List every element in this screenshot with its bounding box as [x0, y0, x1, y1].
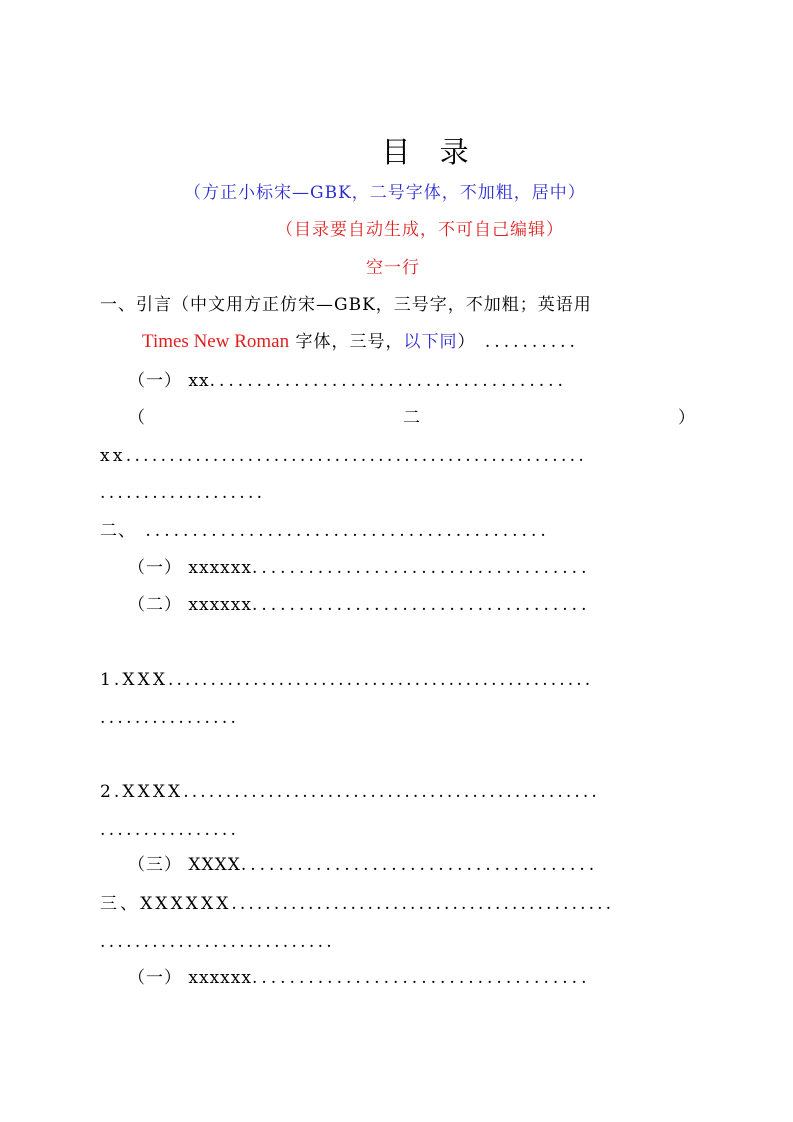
toc-entry-cont[interactable]: ................ [100, 708, 240, 728]
toc-entry[interactable]: 三、XXXXXX............................................. [100, 894, 615, 914]
toc-entry-label: （一） xxxxxx [128, 558, 252, 578]
toc-entry-intro[interactable]: 一、引言（中文用方正仿宋—GBK，三号字，不加粗；英语用 [100, 295, 592, 315]
toc-entry[interactable]: 1.XXX.................................................. [100, 670, 594, 690]
toc-entry-intro-cont[interactable] [142, 330, 579, 354]
toc-leader-dots: ...................................... [240, 855, 599, 875]
toc-entry[interactable] [128, 369, 567, 393]
toc-entry-label: （一） xxxxxx [128, 968, 252, 988]
toc-entry[interactable] [128, 853, 598, 877]
open-paren: （ [128, 408, 146, 428]
toc-leader-dots: .................................... [251, 558, 591, 578]
english-font-name: Times New Roman [142, 331, 290, 352]
intro-close-paren: ） [457, 332, 476, 352]
title-font-note: （方正小标宋—GBK，二号字体，不加粗，居中） [184, 183, 586, 203]
toc-entry-cont[interactable]: xx..................................................... [100, 446, 588, 466]
toc-entry[interactable]: 2.XXXX................................................. [100, 782, 600, 802]
intro-font-text: 字体，三号， [289, 332, 404, 352]
toc-leader-dots: ........................................... [136, 521, 550, 541]
toc-entry[interactable] [128, 966, 590, 990]
toc-entry-cont[interactable]: ........................... [100, 932, 336, 952]
toc-leader-dots: .................................... [251, 968, 591, 988]
toc-entry-label: （一） xx [128, 371, 210, 391]
intro-same-below: 以下同 [403, 332, 458, 352]
toc-entry-cont[interactable]: ................ [100, 820, 240, 840]
toc-entry[interactable] [128, 556, 590, 580]
toc-leader-dots: ...................................... [209, 371, 567, 391]
auto-generate-note: （目录要自动生成，不可自己编辑） [276, 220, 564, 240]
toc-entry[interactable] [128, 593, 590, 617]
toc-entry-label: （二） xxxxxx [128, 595, 252, 615]
close-paren: ） [678, 408, 696, 428]
blank-line-note: 空一行 [366, 258, 420, 278]
toc-leader-dots: .......... [475, 332, 579, 352]
entry-number: 二 [403, 408, 421, 428]
toc-leader-dots: .................................... [251, 595, 591, 615]
toc-entry-label: 二、 [100, 521, 136, 541]
toc-entry-spread[interactable] [128, 406, 696, 430]
page-title: 目 录 [381, 135, 479, 169]
toc-entry[interactable] [100, 519, 550, 543]
toc-entry-label: （三） XXXX [128, 855, 241, 875]
toc-entry-cont[interactable]: ................... [100, 483, 266, 503]
